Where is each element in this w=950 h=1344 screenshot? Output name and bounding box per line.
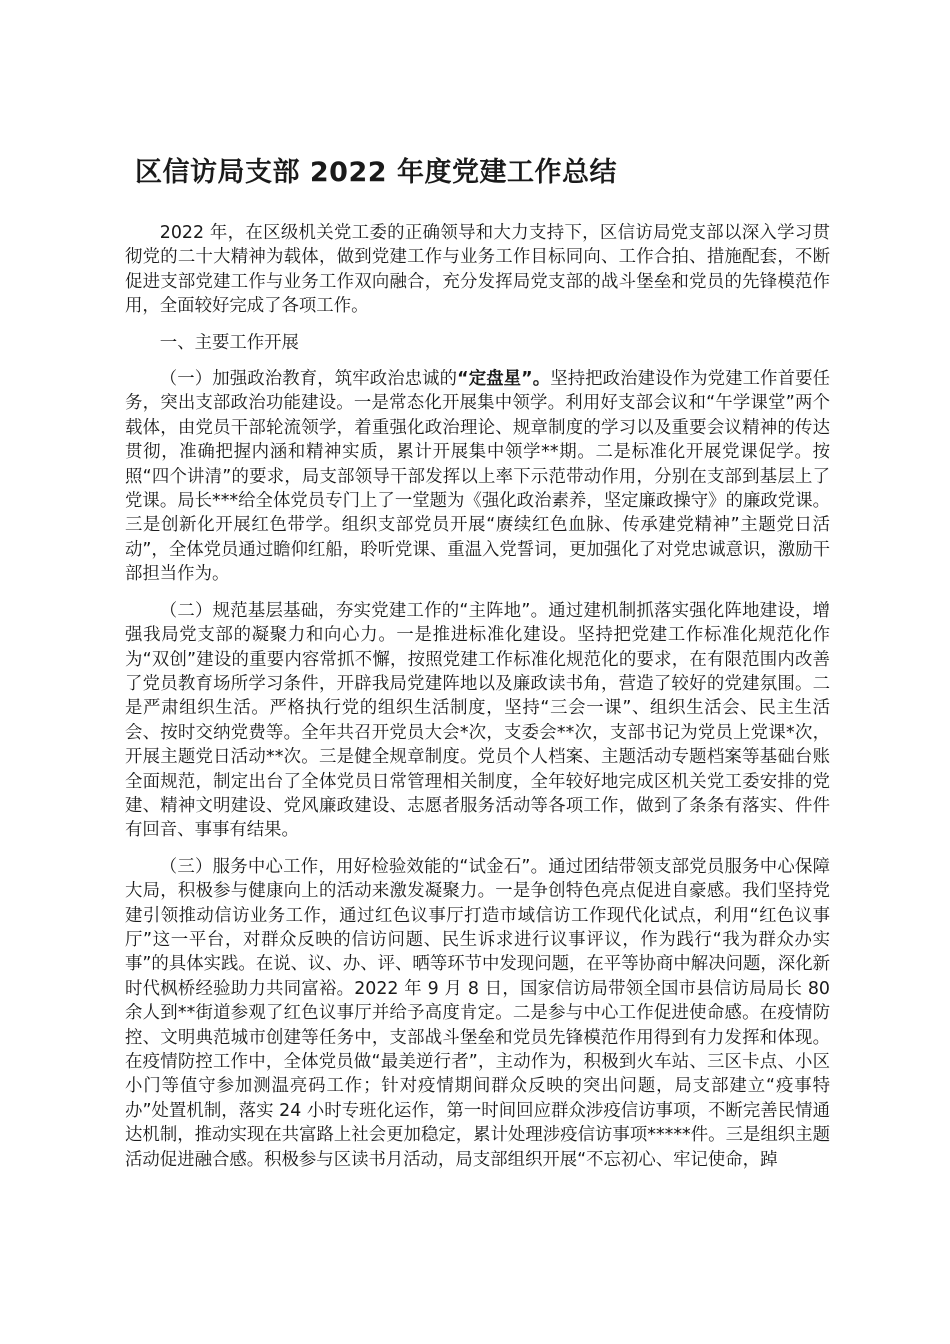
document-title: 区信访局支部 2022 年度党建工作总结: [135, 157, 617, 188]
item-2-lead: （二）规范基层基础，夯实党建工作的: [159, 600, 460, 621]
item-paragraph-1: [125, 367, 830, 587]
item-3-lead: （三）服务中心工作，用好检验效能的: [159, 856, 460, 877]
section-heading: 一、主要工作开展: [159, 332, 299, 353]
item-3-lead-keyword: “试金石”。: [459, 856, 549, 877]
item-2-lead-keyword: “主阵地”。: [459, 600, 549, 621]
item-3-body: 通过团结带领支部党员服务中心保障大局，积极参与健康向上的活动来激发凝聚力。一是争创特色亮点促进自豪感。我们坚持党建引领推动信访业务工作，通过红色议事厅打造市域信访工作现代化试点，利用“红色议事厅”这一平台，对群众反映的信访问题、民生诉求进行议事评议，作为践行“我为群众办实事”的具体实践。在说、议、办、评、晒等环节中发现问题，在平等协商中解决问题，深化新时代枫桥经验助力共同富裕。2022 年 9 月 8 日，国家信访局带领全国市县信访局局长 80 余人到**街道参观了红色议事厅并给予高度肯定。二是参与中心工作促进使命感。在疫情防控、文明典范城市创建等任务中，支部战斗堡垒和党员先锋模范作用得到有力发挥和体现。在疫情防控工作中，全体党员做“最美逆行者”，主动作为，积极到火车站、三区卡点、小区小门等值守参加测温亮码工作；针对疫情期间群众反映的突出问题，局支部建立“疫事特办”处置机制，落实 24 小时专班化运作，第一时间回应群众涉疫信访事项，不断完善民情通达机制，推动实现在共富路上社会更加稳定，累计处理涉疫信访事项*****件。三是组织主题活动促进融合感。积极参与区读书月活动，局支部组织开展“不忘初心、牢记使命，踔: [125, 856, 830, 1170]
item-paragraph-2: [125, 599, 830, 843]
item-2-body: 通过建机制抓落实强化阵地建设，增强我局党支部的凝聚力和向心力。一是推进标准化建设。坚持把党建工作标准化规范化作为“双创”建设的重要内容常抓不懈，按照党建工作标准化规范化的要求，在有限范围内改善了党员教育场所学习条件，开辟我局党建阵地以及廉政读书角，营造了较好的党建氛围。二是严肃组织生活。严格执行党的组织生活制度，坚持“三会一课”、组织生活会、民主生活会、按时交纳党费等。全年共召开党员大会*次，支委会**次，支部书记为党员上党课*次，开展主题党日活动**次。三是健全规章制度。党员个人档案、主题活动专题档案等基础台账全面规范，制定出台了全体党员日常管理相关制度，全年较好地完成区机关党工委安排的党建、精神文明建设、党风廉政建设、志愿者服务活动等各项工作，做到了条条有落实、件件有回音、事事有结果。: [125, 600, 830, 841]
item-1-body: 坚持把政治建设作为党建工作首要任务，突出支部政治功能建设。一是常态化开展集中领学。利用好支部会议和“午学课堂”两个载体，由党员干部轮流领学，着重强化政治理论、规章制度的学习以及重要会议精神的传达贯彻，准确把握内涵和精神实质，累计开展集中领学**期。二是标准化开展党课促学。按照“四个讲清”的要求，局支部领导干部发挥以上率下示范带动作用，分别在支部到基层上了党课。局长***给全体党员专门上了一堂题为《强化政治素养，坚定廉政操守》的廉政党课。三是创新化开展红色带学。组织支部党员开展“赓续红色血脉、传承建党精神”主题党日活动”，全体党员通过瞻仰红船，聆听党课、重温入党誓词，更加强化了对党忠诚意识，激励干部担当作为。: [125, 369, 830, 585]
item-1-lead-keyword: “定盘星”。: [457, 369, 551, 390]
document-body: [125, 221, 830, 1172]
item-paragraph-3: [125, 855, 830, 1172]
item-1-lead: （一）加强政治教育，筑牢政治忠诚的: [159, 369, 458, 390]
intro-paragraph: 2022 年，在区级机关党工委的正确领导和大力支持下，区信访局党支部以深入学习贯彻党的二十大精神为载体，做到党建工作与业务工作目标同向、工作合拍、措施配套，不断促进支部党建工作与业务工作双向融合，充分发挥局党支部的战斗堡垒和党员的先锋模范作用，全面较好完成了各项工作。: [125, 223, 830, 317]
